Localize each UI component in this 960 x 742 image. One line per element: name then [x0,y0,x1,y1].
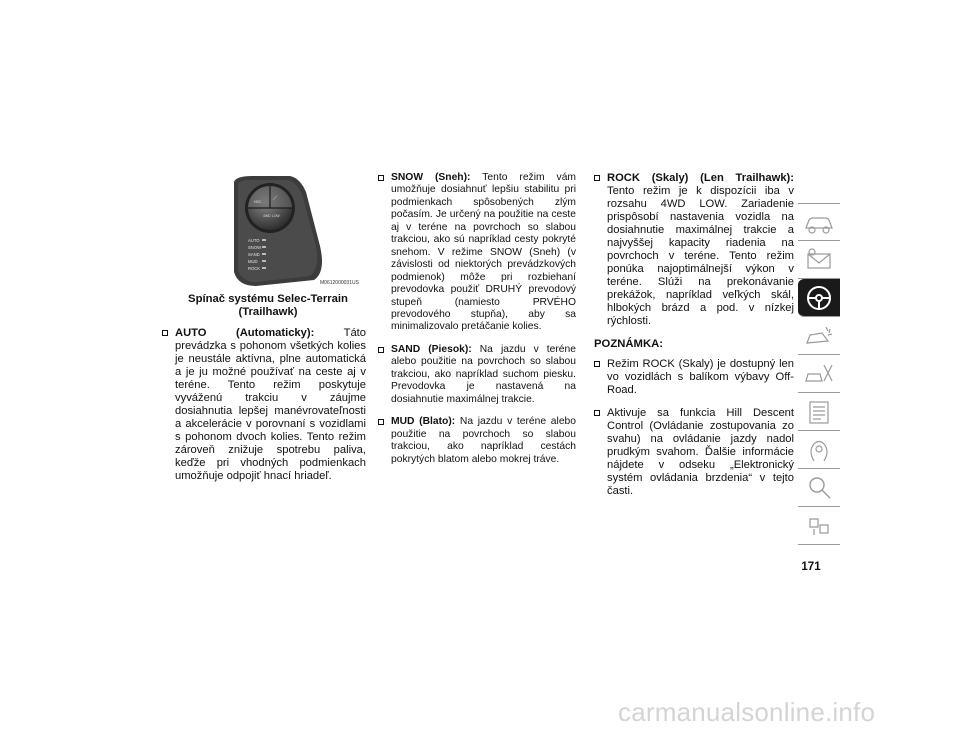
selec-terrain-switch-image [226,176,364,288]
mode-label-sand: SAND [248,252,260,257]
square-bullet-icon [378,175,384,181]
tab-car[interactable] [798,203,840,241]
crash-icon [802,321,836,351]
note-text: Aktivuje sa funkcia Hill Descent Control (Ovládanie zostupovania zo svahu) na ovládanie jazdy nadol prudkým svahom. Ďalšie informácie nájdete v odseku „Elektronický systém ovládania brzdenia“ v tejto časti. [607,407,794,497]
tab-index[interactable] [798,469,840,507]
square-bullet-icon [594,361,600,367]
item-term: SNOW (Sneh): [391,172,471,183]
steering-wheel-icon [802,283,836,313]
square-bullet-icon [594,410,600,416]
text-column-2 [378,172,576,476]
svg-text:HDC: HDC [254,200,262,204]
map-pin-icon [802,435,836,465]
mode-label-snow: SNOW [248,245,262,250]
mail-icon [802,245,836,275]
note-item [594,358,794,397]
square-bullet-icon [594,175,600,181]
tab-service[interactable] [798,355,840,393]
mode-label-auto: AUTO [248,238,260,243]
note-item [594,407,794,498]
checklist-icon [802,397,836,427]
list-item [378,416,576,466]
tab-driving[interactable] [798,279,840,317]
item-text: Táto prevádzka s pohonom všetkých kolies je neustále aktívna, plne automatická a je ju možné používať na ceste aj v teréne. Tento režim poskytuje vyváženú trakciu v záujme dosiahnutia lepšej manévrovateľnosti a akcelerácie v porovnaní s vozidlami s pohonom dvoch kolies. Tento režim zároveň znižuje spotrebu paliva, keďže pri vhodných podmienkach umožňuje odpojiť hnací hriadeľ. [175,327,366,482]
text-column-1 [162,327,366,493]
item-term: ROCK (Skaly) (Len Trailhawk): [607,172,794,184]
svg-text:4WD LOW: 4WD LOW [263,214,280,218]
mode-label-rock: ROCK [248,266,261,271]
list-item [378,344,576,406]
note-heading: POZNÁMKA: [594,338,664,350]
magnifier-icon [802,473,836,503]
page-number: 171 [801,561,821,573]
list-item [594,172,794,328]
tab-languages[interactable] [798,507,840,545]
svg-text:⟋: ⟋ [273,196,278,202]
square-bullet-icon [378,347,384,353]
language-icon [802,511,836,541]
tab-emergency[interactable] [798,317,840,355]
tab-messages[interactable] [798,241,840,279]
item-text: Tento režim je k dispozícii iba v rozsahu 4WD LOW. Zariadenie prispôsobí nastavenia vozidla na dosiahnutie maximálnej trakcie a najvyššej kapacity riadenia na povrchoch v teréne. Tento režim ponúka najoptimálnejší výkon v teréne. Slúži na prekonávanie prekážok, napríklad veľkých skál, hlbokých brázd a pod. v nízkej rýchlosti. [607,185,794,327]
tab-specifications[interactable] [798,393,840,431]
item-term: MUD (Blato): [391,416,456,428]
mode-labels [248,238,261,271]
item-term: AUTO (Automaticky): [175,327,315,339]
square-bullet-icon [162,330,168,336]
text-column-3 [594,172,794,508]
car-icon [802,208,836,238]
figure-caption: Spínač systému Selec-Terrain (Trailhawk) [188,293,348,318]
note-text: Režim ROCK (Skaly) je dostupný len vo vozidlách s balíkom výbavy Off-Road. [607,358,794,396]
tab-multimedia[interactable] [798,431,840,469]
square-bullet-icon [378,419,384,425]
item-text: Na jazdu v teréne alebo použitie na povrchoch so slabou trakciou, ako napríklad suchom piesku. Prevodovka je nastavená na dosiahnutie maximálnej trakcie. [391,343,576,405]
mode-label-mud: MUD [248,259,258,264]
item-text: Na jazdu v teréne alebo použitie na povrchoch so slabou trakciou, ako napríklad cestách pokrytých blatom alebo mokrej tráve. [391,416,577,465]
list-item [162,327,366,483]
list-item [378,172,576,334]
car-tools-icon [802,359,836,389]
item-term: SAND (Piesok): [391,343,472,355]
chapter-tabs [798,203,840,545]
item-text: Tento režim vám umožňuje dosiahnuť lepšiu stabilitu pri podmienkach spôsobených zlým počasím. Je určený na použitie na ceste aj v teréne na povrchoch so slabou trakciou, ako sú napríklad cesty pokryté snehom. V režime SNOW (Sneh) (v závislosti od niektorých prevádzkových podmienok) môže pri rozbiehaní prevodovka použiť DRUHÝ prevodový stupeň (namiesto PRVÉHO prevodového stupňa), aby sa minimalizovalo pretáčanie kolies. [391,172,576,333]
watermark: carmanualsonline.info [618,697,876,727]
figure-code: M0612000031US [320,280,359,286]
